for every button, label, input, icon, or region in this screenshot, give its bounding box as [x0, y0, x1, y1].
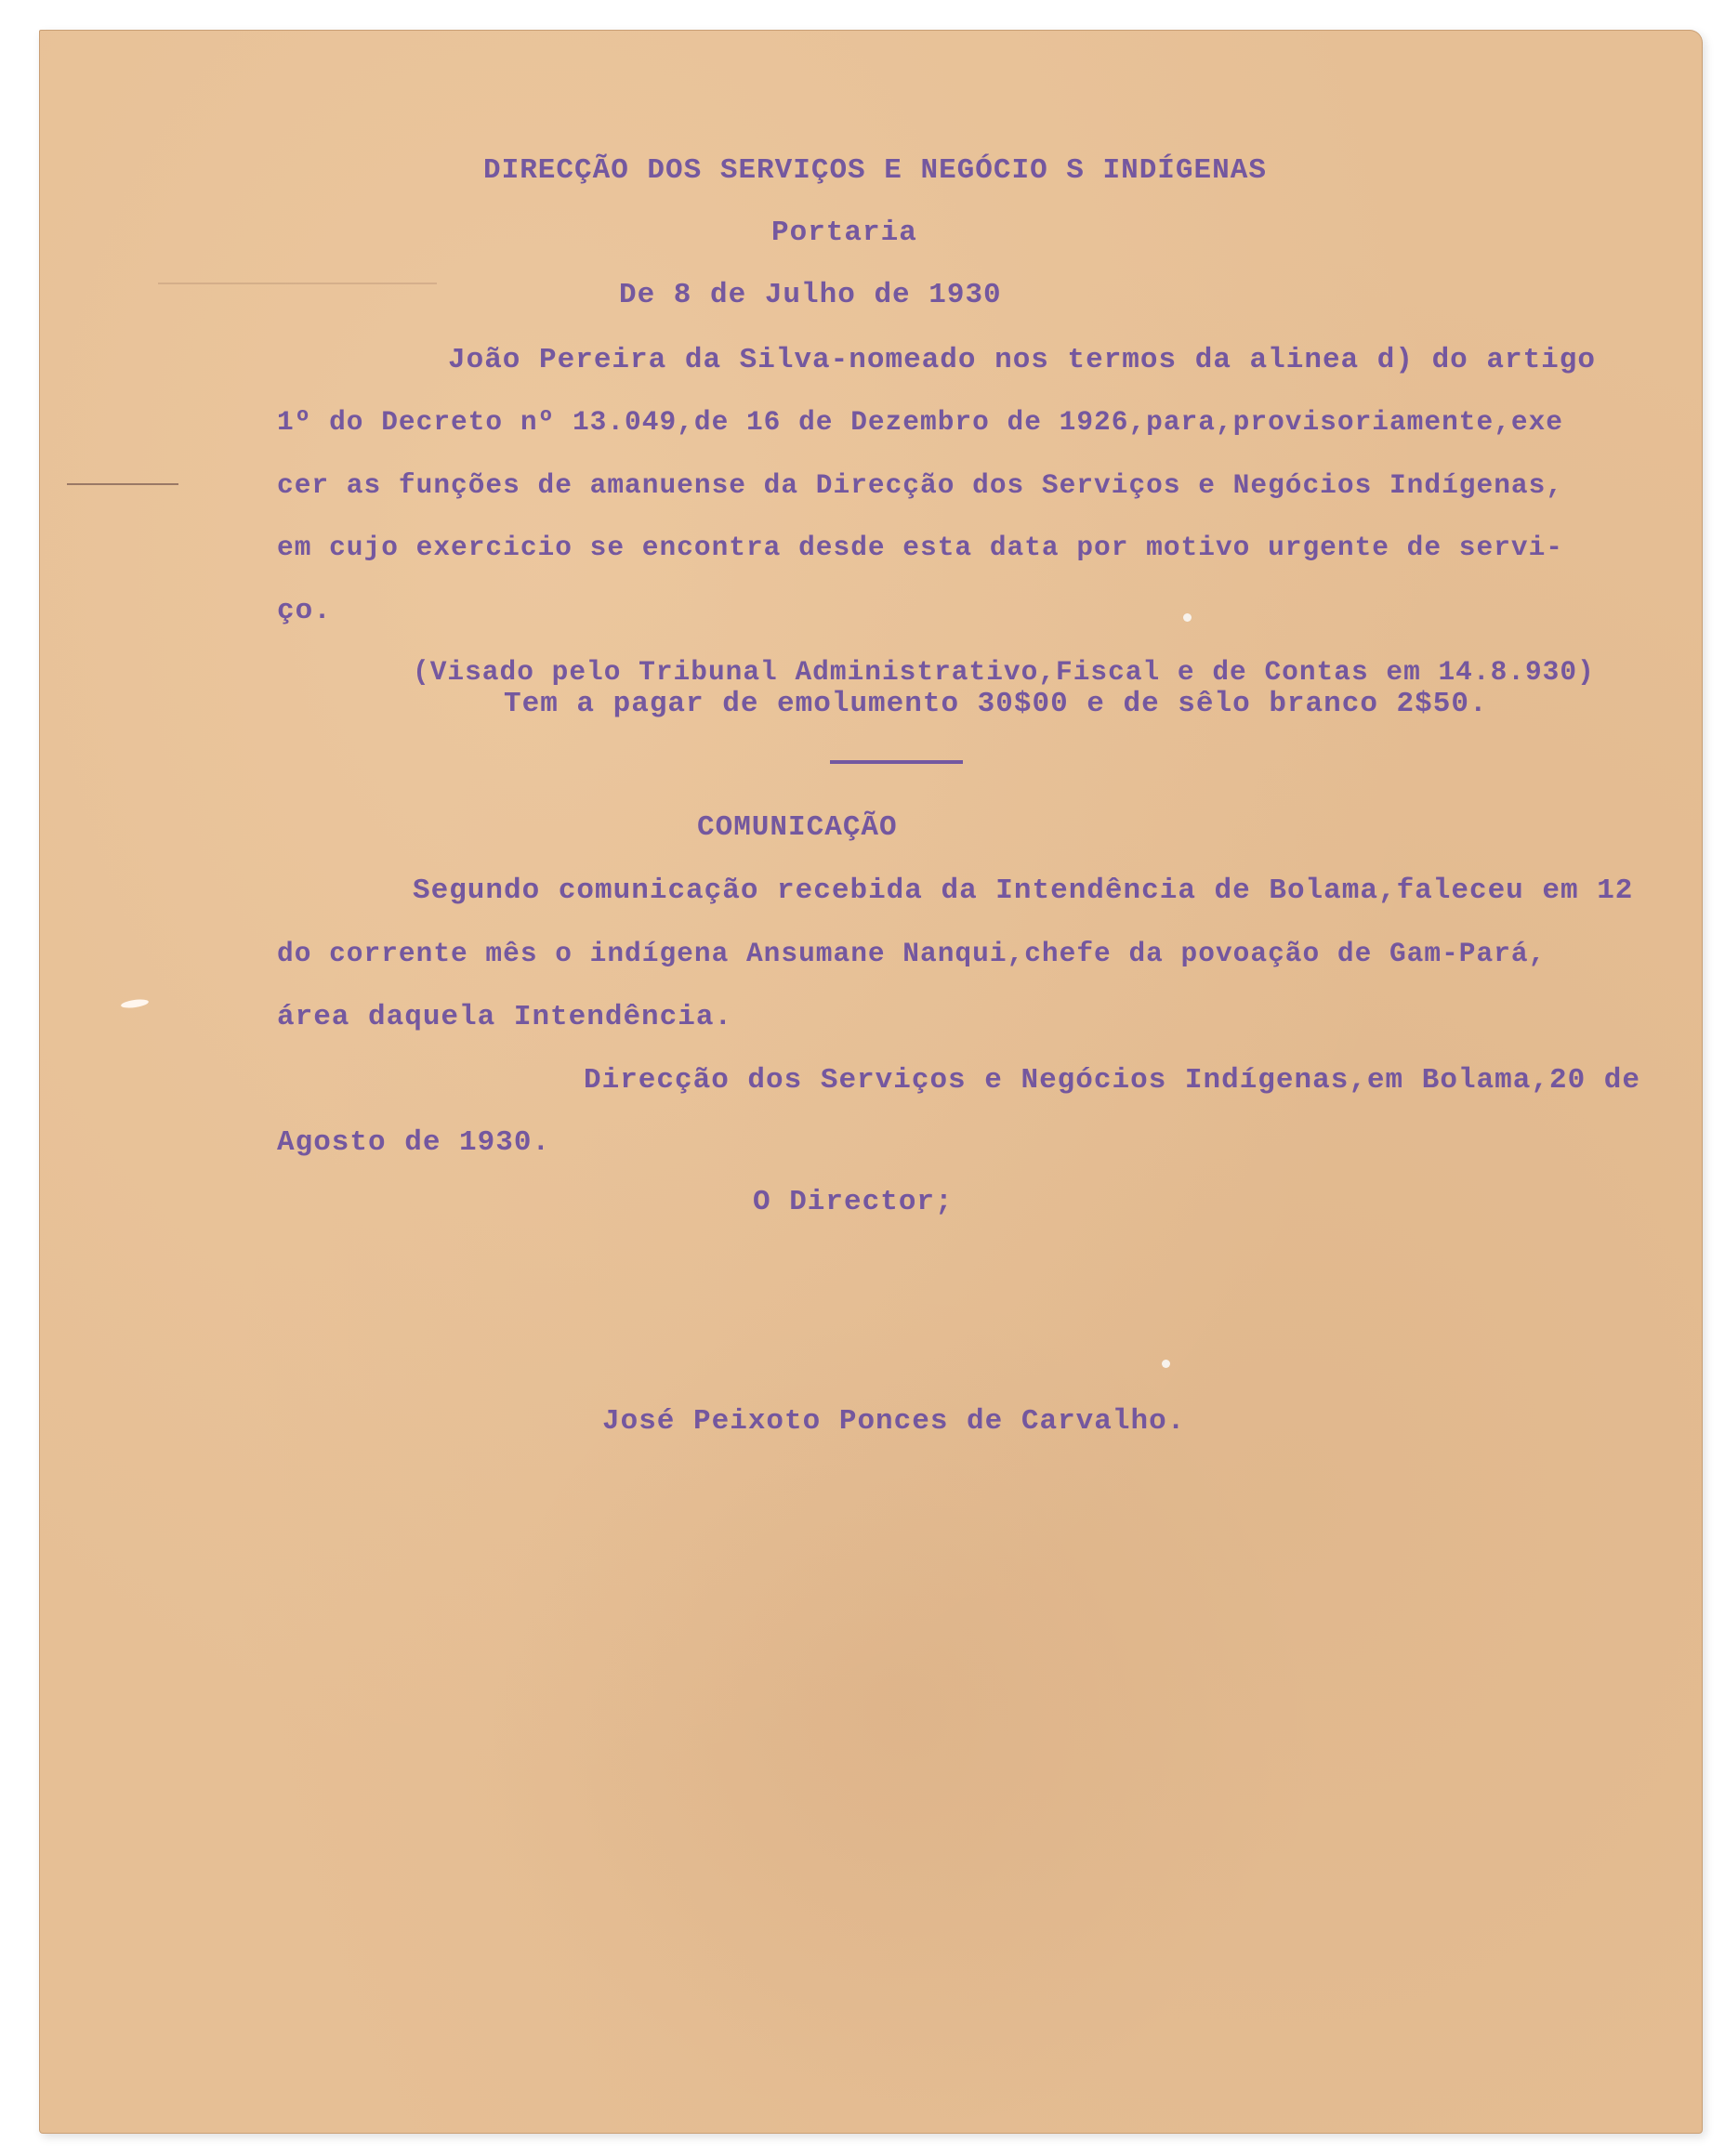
faint-rule: [158, 283, 437, 284]
margin-mark: [67, 483, 178, 485]
fee-note: Tem a pagar de emolumento 30$00 e de sêlo branco 2$50.: [504, 688, 1488, 720]
portaria-line: cer as funções de amanuense da Direcção dos Serviços e Negócios Indígenas,: [277, 469, 1564, 501]
comunicacao-line: área daquela Intendência.: [277, 1001, 733, 1033]
portaria-line: ço.: [277, 595, 332, 627]
portaria-line: 1º do Decreto nº 13.049,de 16 de Dezembro de 1926,para,provisoriamente,exe: [277, 406, 1564, 438]
department-heading: DIRECÇÃO DOS SERVIÇOS E NEGÓCIO S INDÍGENAS: [483, 154, 1267, 187]
comunicacao-line: do corrente mês o indígena Ansumane Nanqui,chefe da povoação de Gam-Pará,: [277, 938, 1547, 969]
signatory-title: O Director;: [753, 1186, 954, 1218]
act-date: De 8 de Julho de 1930: [619, 279, 1002, 311]
comunicacao-line: Segundo comunicação recebida da Intendência de Bolama,faleceu em 12: [413, 874, 1634, 907]
act-type: Portaria: [771, 217, 917, 249]
paper-speck: [1162, 1360, 1170, 1368]
comunicacao-heading: COMUNICAÇÃO: [697, 811, 898, 844]
portaria-line: João Pereira da Silva-nomeado nos termos da alinea d) do artigo: [448, 344, 1596, 376]
visa-note: (Visado pelo Tribunal Administrativo,Fiscal e de Contas em 14.8.930): [413, 656, 1595, 688]
section-separator: [830, 760, 963, 764]
closing-place-date: Direcção dos Serviços e Negócios Indígenas,em Bolama,20 de: [584, 1064, 1640, 1097]
signatory-name: José Peixoto Ponces de Carvalho.: [602, 1405, 1186, 1438]
paper-speck: [1183, 613, 1192, 622]
closing-date-continued: Agosto de 1930.: [277, 1126, 551, 1159]
portaria-line: em cujo exercicio se encontra desde esta data por motivo urgente de servi-: [277, 532, 1564, 563]
